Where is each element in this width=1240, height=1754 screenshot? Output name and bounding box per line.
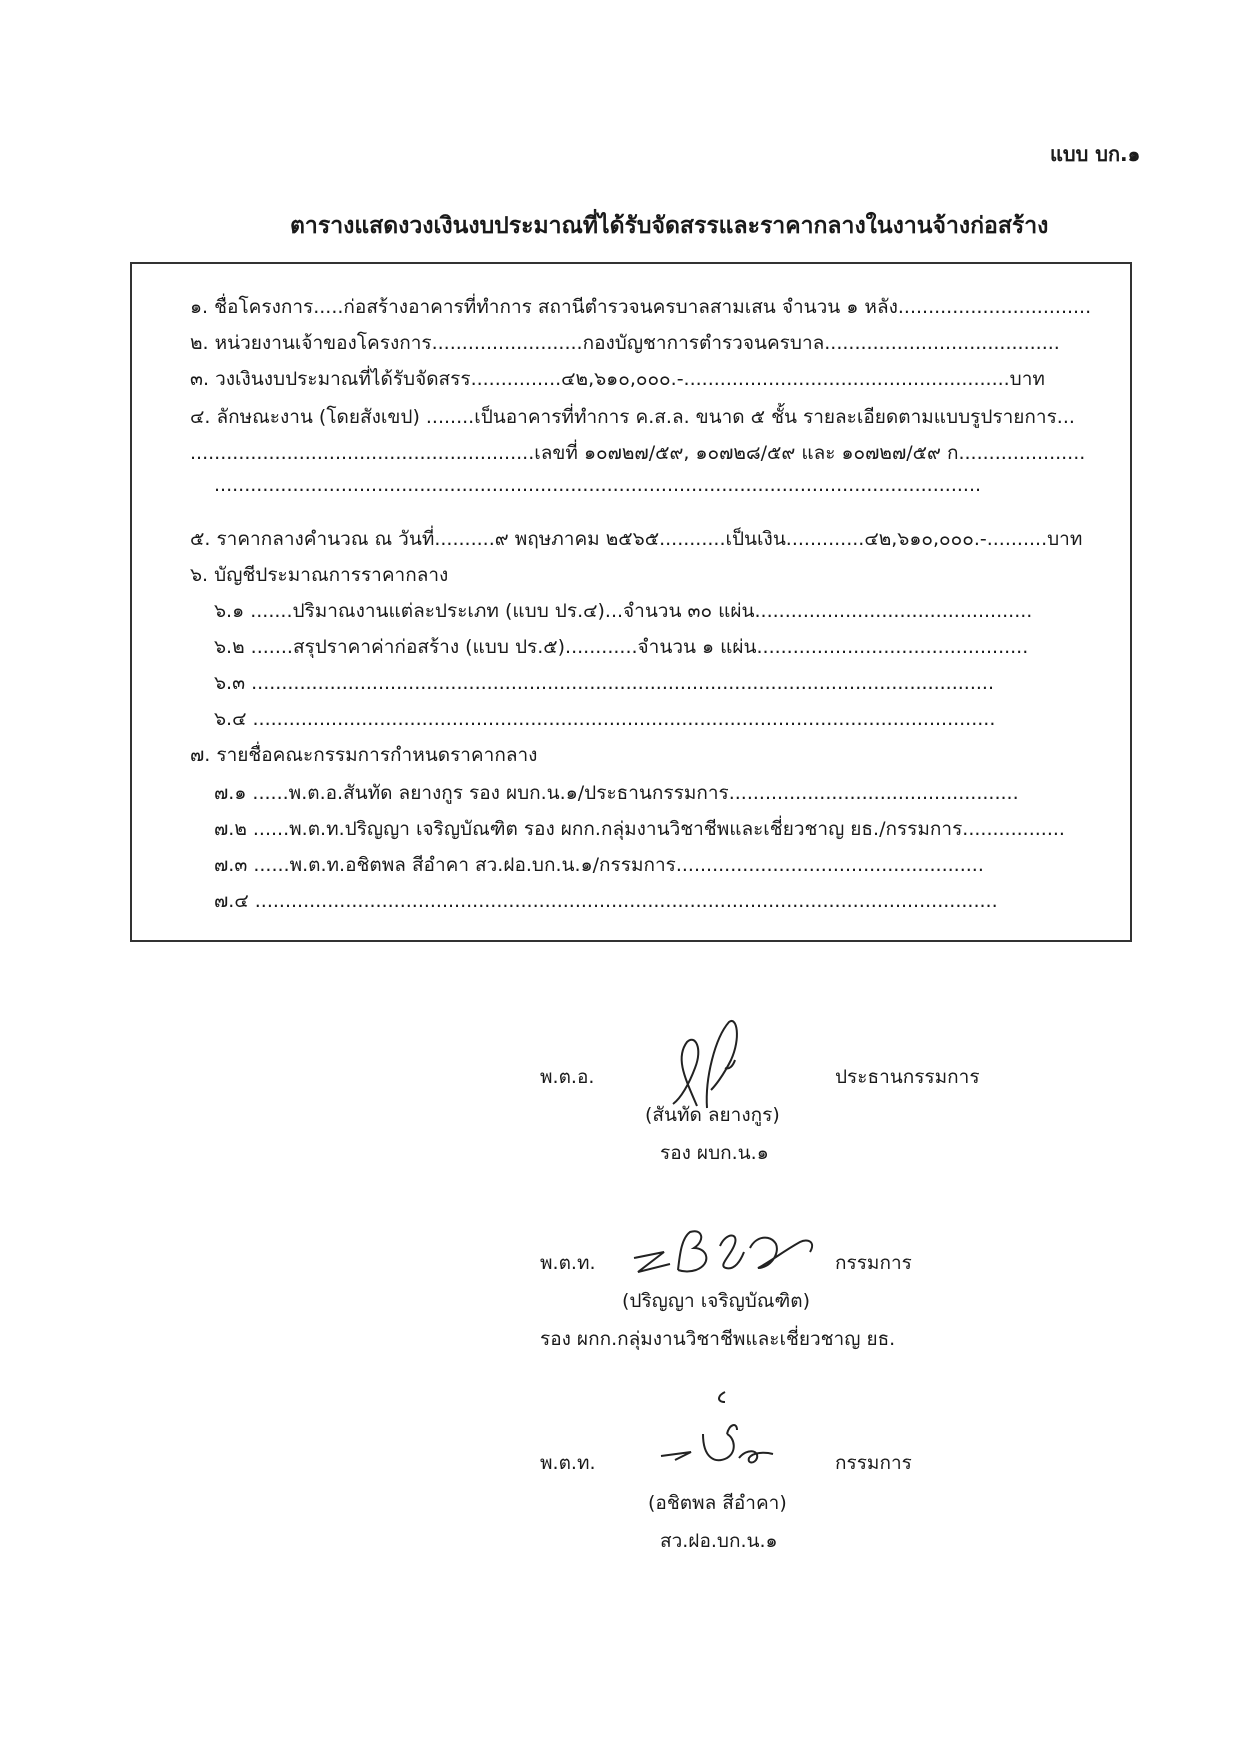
document-title: ตารางแสดงวงเงินงบประมาณที่ได้รับจัดสรรและราคากลางในงานจ้างก่อสร้าง <box>290 213 1049 239</box>
sig2-name: (ปริญญา เจริญบัณฑิต) <box>622 1290 810 1312</box>
sig2-rank: พ.ต.ท. <box>540 1252 596 1274</box>
item-median-price: ๕. ราคากลางคำนวณ ณ วันที่..........๙ พฤษภาคม ๒๕๖๕...........เป็นเงิน.............๔๒,๖๑๐,๐๐๐.-..........บาท <box>190 528 1083 550</box>
sig1-name: (สันทัด ลยางกูร) <box>645 1104 780 1126</box>
sig3-rank: พ.ต.ท. <box>540 1452 596 1474</box>
item-estimate-6-3: ๖.๓ ........................................................................................................................... <box>214 672 994 694</box>
sig1-position: รอง ผบก.น.๑ <box>660 1142 769 1164</box>
item-committee-7-1: ๗.๑ ......พ.ต.อ.สันทัด ลยางกูร รอง ผบก.น.๑/ประธานกรรมการ................................................ <box>214 782 1019 804</box>
item-estimate-6-1: ๖.๑ .......ปริมาณงานแต่ละประเภท (แบบ ปร.๔)...จำนวน ๓๐ แผ่น.............................................. <box>214 600 1033 622</box>
sig1-rank: พ.ต.อ. <box>540 1066 595 1088</box>
sig3-handwritten-signature <box>655 1388 785 1478</box>
sig2-handwritten-signature <box>630 1222 830 1282</box>
form-code: แบบ บก.๑ <box>1050 142 1141 166</box>
sig2-position: รอง ผกก.กลุ่มงานวิชาชีพและเชี่ยวชาญ ยธ. <box>540 1328 896 1350</box>
sig3-position: สว.ฝอ.บก.น.๑ <box>660 1530 778 1552</box>
item-work-description-cont: .........................................................เลขที่ ๑๐๗๒๗/๕๙, ๑๐๗๒๘/๕๙ และ ๑๐๗๒๗/๕๙ ก..................... <box>190 442 1086 464</box>
item-owner-agency: ๒. หน่วยงานเจ้าของโครงการ.........................กองบัญชาการตำรวจนครบาล....................................... <box>190 332 1060 354</box>
item-estimate-6-4: ๖.๔ ........................................................................................................................... <box>214 708 996 730</box>
sig3-name: (อชิตพล สีอำคา) <box>648 1492 787 1514</box>
item-budget: ๓. วงเงินงบประมาณที่ได้รับจัดสรร...............๔๒,๖๑๐,๐๐๐.-......................................................บาท <box>190 368 1045 390</box>
item-estimate-6-2: ๖.๒ .......สรุปราคาค่าก่อสร้าง (แบบ ปร.๕)............จำนวน ๑ แผ่น............................................. <box>214 636 1029 658</box>
sig3-role: กรรมการ <box>835 1452 912 1474</box>
item-committee-7-2: ๗.๒ ......พ.ต.ท.ปริญญา เจริญบัณฑิต รอง ผกก.กลุ่มงานวิชาชีพและเชี่ยวชาญ ยธ./กรรมการ................. <box>214 818 1065 840</box>
item-committee-7-4: ๗.๔ ........................................................................................................................... <box>214 890 998 912</box>
item-committee-heading: ๗. รายชื่อคณะกรรมการกำหนดราคากลาง <box>190 744 538 766</box>
item-project-name: ๑. ชื่อโครงการ.....ก่อสร้างอาคารที่ทำการ สถานีตำรวจนครบาลสามเสน จำนวน ๑ หลัง................................ <box>190 296 1092 318</box>
item-committee-7-3: ๗.๓ ......พ.ต.ท.อชิตพล สีอำคา สว.ฝอ.บก.น.๑/กรรมการ................................................... <box>214 854 984 876</box>
item-estimate-list-heading: ๖. บัญชีประมาณการราคากลาง <box>190 564 449 586</box>
sig1-role: ประธานกรรมการ <box>835 1066 980 1088</box>
sig2-role: กรรมการ <box>835 1252 912 1274</box>
project-info-box <box>130 262 1132 942</box>
item-work-description: ๔. ลักษณะงาน (โดยสังเขป) ........เป็นอาคารที่ทำการ ค.ส.ล. ขนาด ๕ ชั้น รายละเอียดตามแบบรูปรายการ... <box>190 406 1075 428</box>
item-work-description-blank: ............................................................................................................................... <box>214 474 982 496</box>
